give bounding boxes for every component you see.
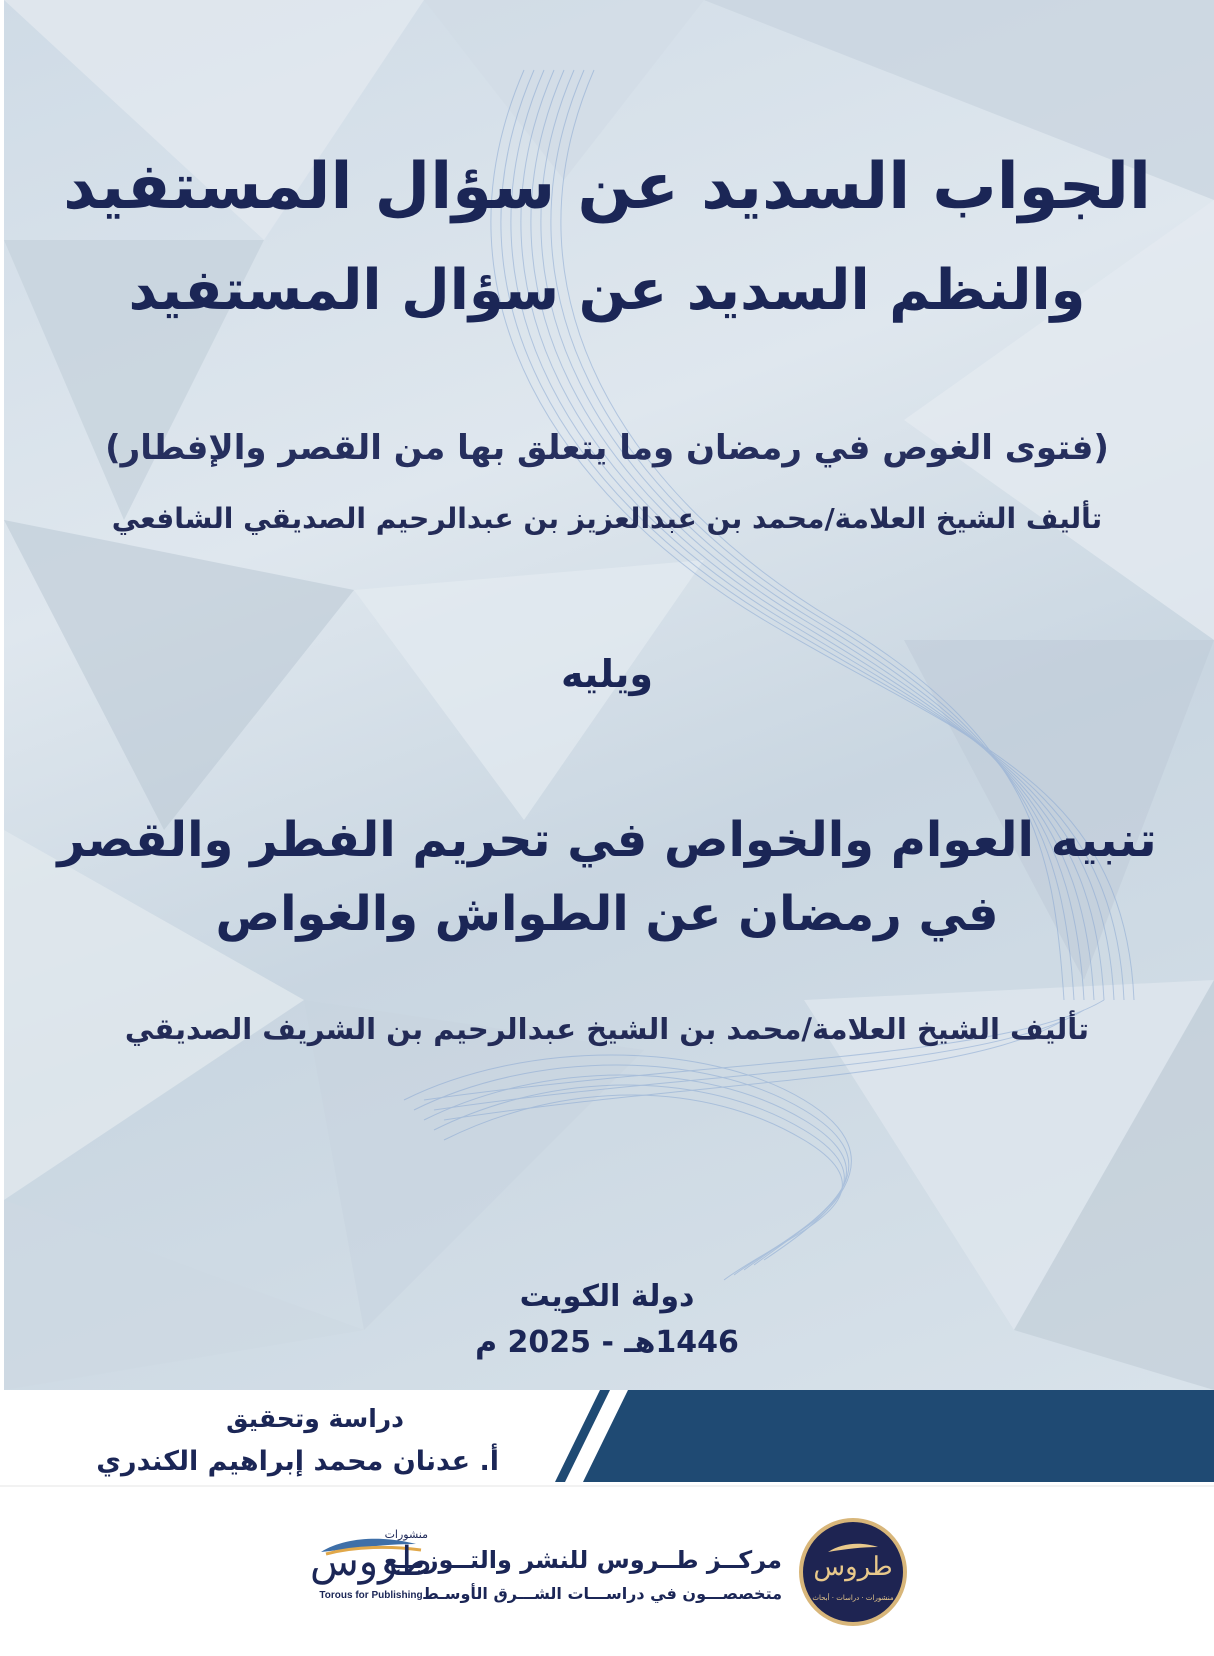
main-title-line2: والنظم السديد عن سؤال المستفيد [128, 258, 1086, 323]
subtitle: (فتوى الغوص في رمضان وما يتعلق بها من القصر والإفطار) [105, 428, 1109, 468]
second-title-line2: في رمضان عن الطواش والغواص [215, 886, 999, 942]
editor-label: دراسة وتحقيق [226, 1404, 404, 1433]
year-label: 1446هـ - 2025 م [475, 1325, 739, 1360]
author-line-1: تأليف الشيخ العلامة/محمد بن عبدالعزيز بن عبدالرحيم الصديقي الشافعي [111, 502, 1103, 535]
torous-center-logo [799, 1518, 907, 1626]
publisher-tagline: متخصصـــون في دراســـات الشـــرق الأوسـط [422, 1584, 782, 1603]
logo-left-small-text: منشورات [384, 1528, 428, 1541]
logo-right-small-text: منشورات · دراسات · أبحاث [812, 1594, 894, 1602]
logo-left-english: Torous for Publishing [319, 1590, 423, 1601]
followed-by-label: ويليه [561, 652, 653, 696]
country-label: دولة الكويت [519, 1279, 695, 1314]
author-line-2: تأليف الشيخ العلامة/محمد بن الشيخ عبدالرحيم بن الشريف الصديقي [124, 1012, 1090, 1046]
publisher-name: مركــز طــروس للنشر والتــوزيــع [382, 1546, 782, 1574]
logo-right-arabic: طروس [813, 1552, 893, 1582]
editor-name: أ. عدنان محمد إبراهيم الكندري [96, 1446, 499, 1477]
main-title-line1: الجواب السديد عن سؤال المستفيد [63, 150, 1151, 224]
logo-left-arabic: طروس [309, 1539, 433, 1585]
second-title-line1: تنبيه العوام والخواص في تحريم الفطر والقصر [57, 812, 1157, 868]
